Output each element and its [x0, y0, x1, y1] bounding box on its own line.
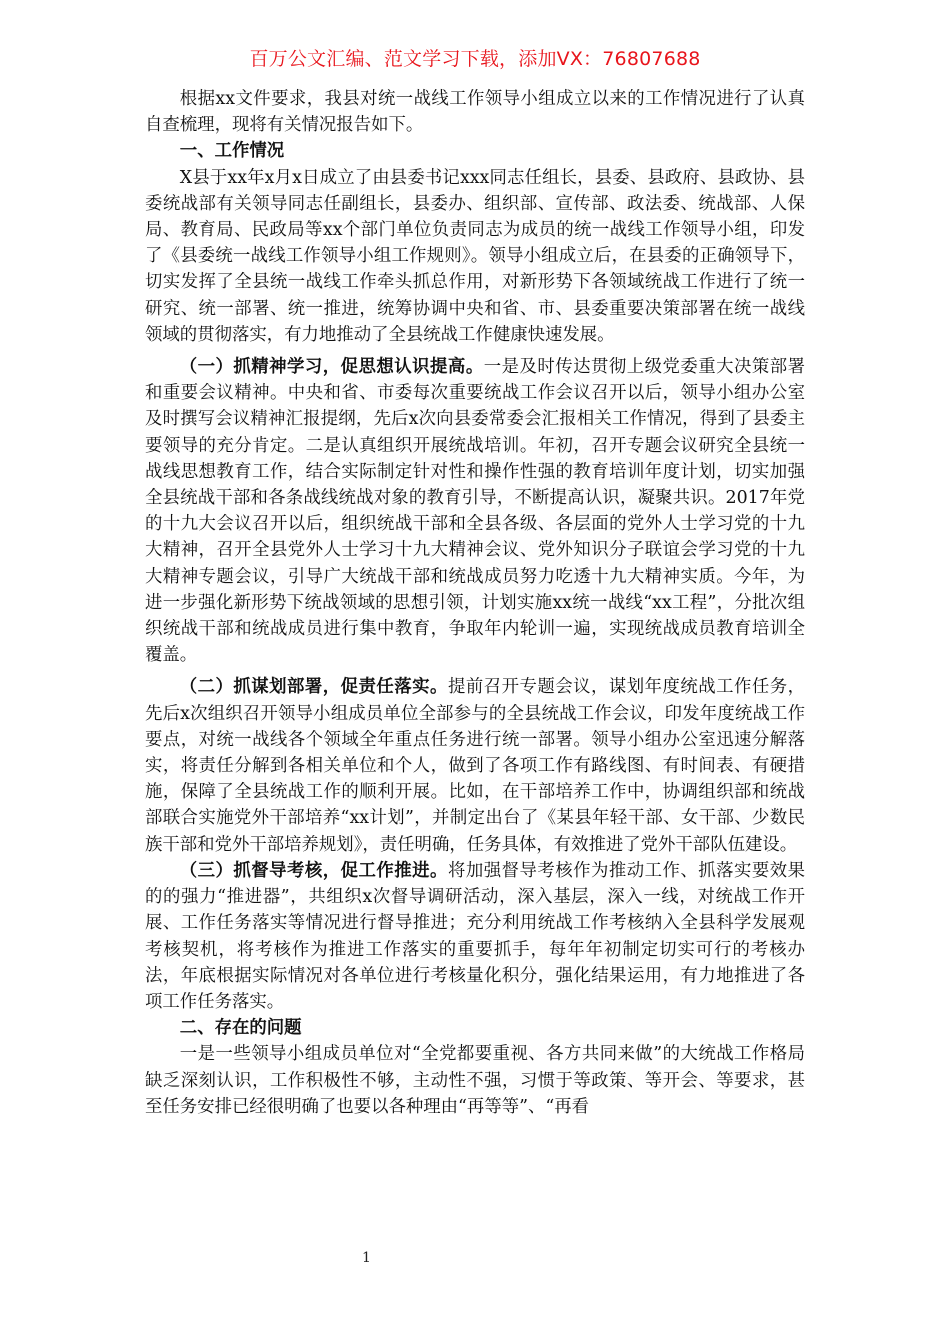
section-heading-problems: 二、存在的问题 [179, 1018, 302, 1039]
subsection-paragraph [145, 354, 805, 668]
subsection-lead: （三）抓督导考核，促工作推进。 [179, 860, 448, 881]
page-number: 1 [362, 1250, 371, 1266]
subsection-lead: （一）抓精神学习，促思想认识提高。 [179, 357, 484, 378]
subsection-text: 一是及时传达贯彻上级党委重大决策部署和重要会议精神。中央和省、市委每次重要统战工作会议召开以后，领导小组办公室及时撰写会议精神汇报提纲，先后x次向县委常委会汇报相关工作情况，得到了县委主要领导的充分肯定。二是认真组织开展统战培训。年初，召开专题会议研究全县统一战线思想教育工作，结合实际制定针对性和操作性强的教育培训年度计划，切实加强全县统战干部和各条战线统战对象的教育引导，不断提高认识，凝聚共识。2017年党的十九大会议召开以后，组织统战干部和全县各级、各层面的党外人士学习党的十九大精神，召开全县党外人士学习十九大精神会议、党外知识分子联谊会学习党的十九大精神专题会议，引导广大统战干部和统战成员努力吃透十九大精神实质。今年，为进一步强化新形势下统战领域的思想引领，计划实施xx统一战线“xx工程”，分批次组织统战干部和统战成员进行集中教育，争取年内轮训一遍，实现统战成员教育培训全覆盖。 [145, 357, 805, 666]
subsection-paragraph [145, 674, 805, 857]
promo-banner: 百万公文汇编、范文学习下载，添加VX：76807688 [249, 48, 701, 70]
subsection-text: 将加强督导考核作为推动工作、抓落实要效果的的强力“推进器”，共组织x次督导调研活动，深入基层，深入一线，对统战工作开展、工作任务落实等情况进行督导推进；充分利用统战工作考核纳入全县科学发展观考核契机，将考核作为推进工作落实的重要抓手，每年年初制定切实可行的考核办法，年底根据实际情况对各单位进行考核量化积分，强化结果运用，有力地推进了各项工作任务落实。 [145, 860, 805, 1012]
document-body [145, 86, 805, 1120]
section-paragraph: 一是一些领导小组成员单位对“全党都要重视、各方共同来做”的大统战工作格局缺乏深刻认识，工作积极性不够，主动性不强，习惯于等政策、等开会、等要求，甚至任务安排已经很明确了也要以各种理由“再等等”、“再看 [145, 1044, 805, 1117]
subsection-text: 提前召开专题会议，谋划年度统战工作任务，先后x次组织召开领导小组成员单位全部参与的全县统战工作会议，印发年度统战工作要点，对统一战线各个领域全年重点任务进行统一部署。领导小组办公室迅速分解落实，将责任分解到各相关单位和个人，做到了各项工作有路线图、有时间表、有硬措施，保障了全县统战工作的顺利开展。比如，在干部培养工作中，协调组织部和统战部联合实施党外干部培养“xx计划”，并制定出台了《某县年轻干部、女干部、少数民族干部和党外干部培养规划》，责任明确，任务具体，有效推进了党外干部队伍建设。 [145, 677, 805, 855]
section-heading-work-status: 一、工作情况 [179, 141, 285, 162]
intro-paragraph: 根据xx文件要求，我县对统一战线工作领导小组成立以来的工作情况进行了认真自查梳理，现将有关情况报告如下。 [145, 89, 805, 136]
subsection-paragraph [145, 858, 805, 1015]
section-paragraph: X县于xx年x月x日成立了由县委书记xxx同志任组长，县委、县政府、县政协、县委统战部有关领导同志任副组长，县委办、组织部、宣传部、政法委、统战部、人保局、教育局、民政局等xx个部门单位负责同志为成员的统一战线工作领导小组，印发了《县委统一战线工作领导小组工作规则》。领导小组成立后，在县委的正确领导下，切实发挥了全县统一战线工作牵头抓总作用，对新形势下各领域统战工作进行了统一研究、统一部署、统一推进，统筹协调中央和省、市、县委重要决策部署在统一战线领域的贯彻落实，有力地推动了全县统战工作健康快速发展。 [145, 167, 805, 345]
subsection-lead: （二）抓谋划部署，促责任落实。 [179, 677, 448, 698]
